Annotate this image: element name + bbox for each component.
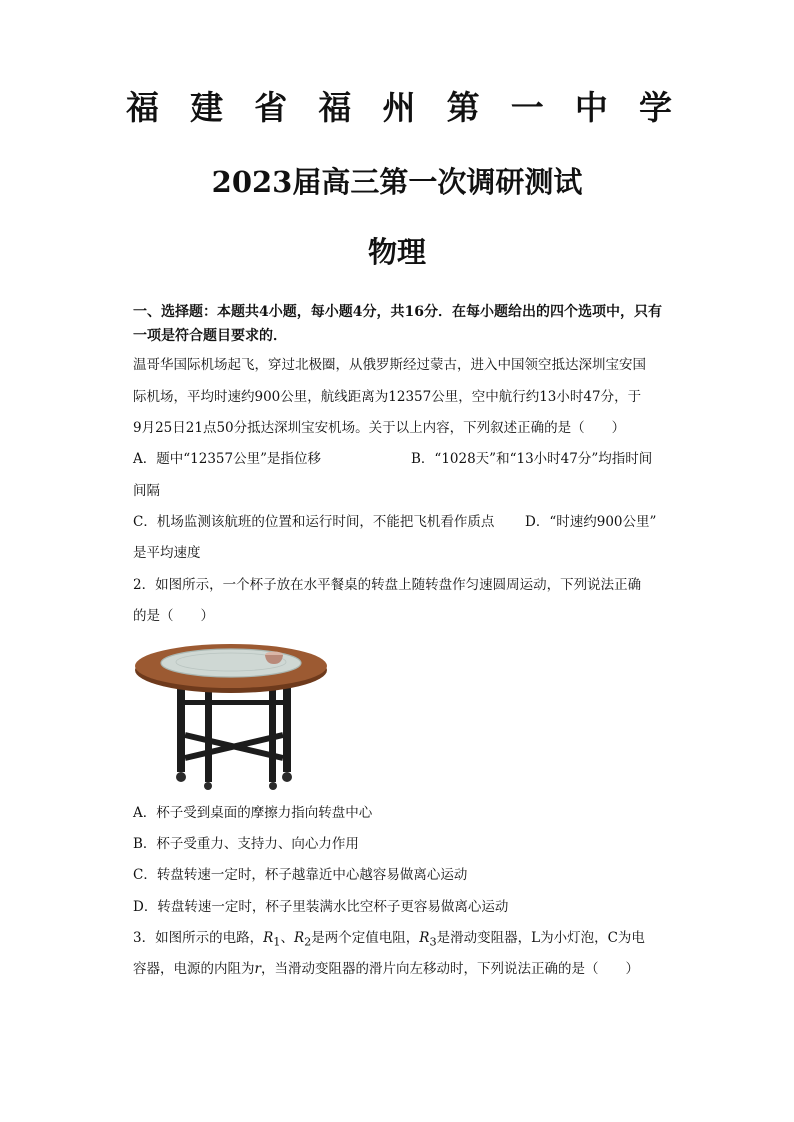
q3-text: 容器，电源的内阻为 — [133, 961, 255, 977]
q1-stem-line: 9月25日21点50分抵达深圳宝安机场。关于以上内容，下列叙述正确的是（ ） — [133, 420, 626, 436]
q3-text: ，当滑动变阻器的滑片向左移动时，下列说法正确的是（ ） — [260, 961, 639, 977]
school-char: 一 — [510, 88, 544, 127]
q2-option-b: B．杯子受重力、支持力、向心力作用 — [133, 836, 359, 852]
q3-stem-line — [133, 928, 645, 953]
q3-stem-line — [133, 959, 639, 979]
subject-title: 物理 — [367, 235, 426, 269]
table-legs — [176, 680, 292, 790]
school-char: 第 — [446, 88, 480, 127]
school-char: 学 — [639, 88, 672, 127]
school-char: 福 — [318, 88, 352, 127]
resistor-r3-subscript: 3 — [429, 935, 437, 949]
resistor-r2-symbol: R — [293, 930, 305, 946]
q2-stem-line: 2．如图所示，一个杯子放在水平餐桌的转盘上随转盘作匀速圆周运动，下列说法正确 — [133, 577, 642, 593]
q1-stem-line: 温哥华国际机场起飞，穿过北极圈，从俄罗斯经过蒙古，进入中国领空抵达深圳宝安国 — [133, 357, 646, 373]
school-char: 中 — [574, 88, 608, 127]
q3-text: 、 — [280, 930, 294, 946]
q1-option-b-continued: 间隔 — [133, 483, 160, 499]
school-char: 福 — [126, 88, 159, 127]
q1-option-b: B．“1028天”和“13小时47分”均指时间 — [411, 451, 653, 467]
internal-resistance-symbol: r — [254, 961, 261, 977]
resistor-r3-symbol: R — [419, 930, 430, 946]
exam-title: 2023届高三第一次调研测试 — [211, 165, 583, 199]
q2-stem-line: 的是（ ） — [133, 608, 214, 624]
school-title — [126, 86, 672, 130]
rotating-table-figure — [133, 640, 329, 790]
q2-option-a: A．杯子受到桌面的摩擦力指向转盘中心 — [133, 805, 373, 821]
school-char: 建 — [190, 88, 224, 127]
q3-text: 3．如图所示的电路， — [133, 930, 264, 946]
q1-option-c: C．机场监测该航班的位置和运行时间，不能把飞机看作质点 — [133, 514, 495, 530]
q3-text: 是滑动变阻器，L为小灯泡，C为电 — [436, 930, 645, 946]
resistor-r2-subscript: 2 — [304, 935, 312, 949]
q3-text: 是两个定值电阻， — [311, 930, 420, 946]
q1-option-a: A．题中“12357公里”是指位移 — [133, 451, 321, 467]
school-char: 省 — [254, 88, 288, 127]
resistor-r1-subscript: 1 — [273, 935, 281, 949]
school-char: 州 — [382, 88, 416, 127]
resistor-r1-symbol: R — [263, 930, 274, 946]
tabletop — [135, 644, 327, 693]
q1-option-d: D．“时速约900公里” — [525, 514, 657, 530]
q1-stem-line: 际机场，平均时速约900公里，航线距离为12357公里，空中航行约13小时47分，于 — [133, 389, 642, 405]
section-heading: 一、选择题：本题共4小题，每小题4分，共16分．在每小题给出的四个选项中，只有一项是符合题目要求的． — [133, 304, 662, 344]
q2-option-d: D．转盘转速一定时，杯子里装满水比空杯子更容易做离心运动 — [133, 899, 509, 915]
q1-option-d-continued: 是平均速度 — [133, 545, 201, 561]
q2-option-c: C．转盘转速一定时，杯子越靠近中心越容易做离心运动 — [133, 867, 468, 883]
